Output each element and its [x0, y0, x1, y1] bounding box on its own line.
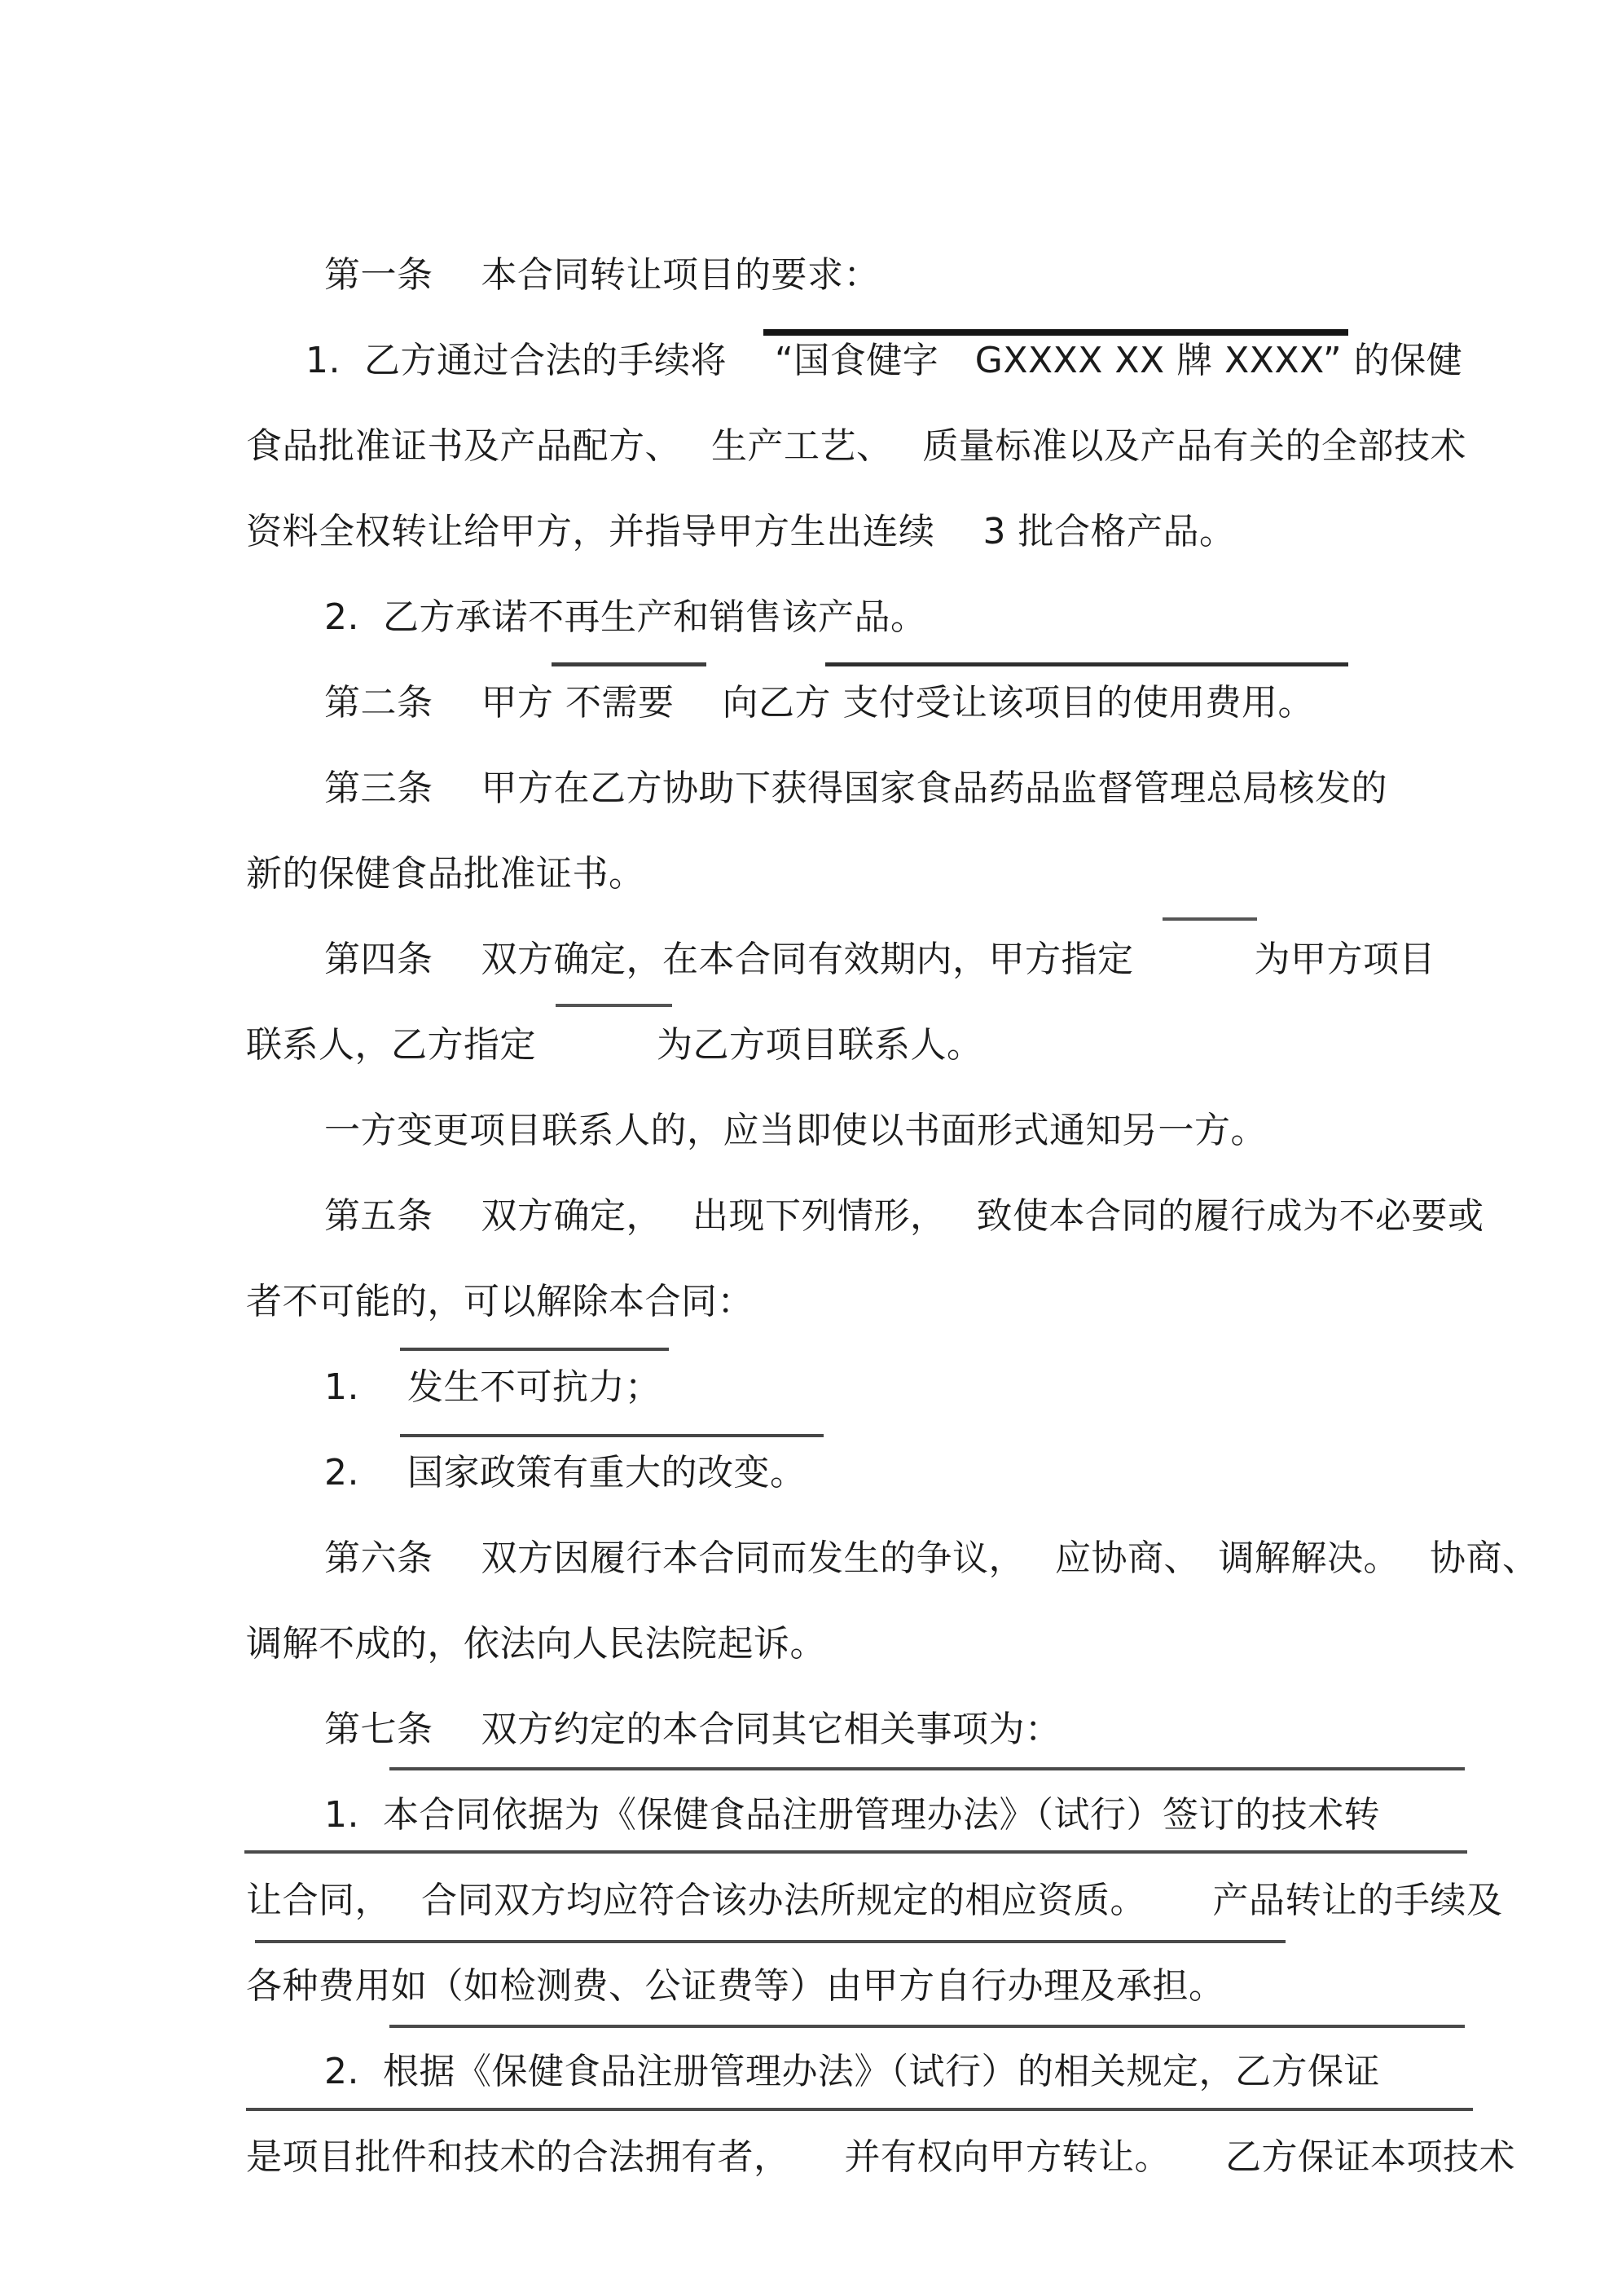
text-line-8: 新的保健食品批准证书。 — [246, 853, 645, 895]
underline-rule-2 — [552, 662, 706, 666]
text-line-4: 资料全权转让给甲方，并指导甲方生出连续 3 批合格产品。 — [246, 511, 1236, 552]
underline-rule-11 — [389, 2025, 1465, 2028]
underline-rule-6 — [400, 1348, 669, 1351]
underline-rule-7 — [400, 1434, 824, 1437]
underline-rule-3 — [825, 662, 1348, 666]
text-line-5: 2. 乙方承诺不再生产和销售该产品。 — [324, 596, 927, 638]
text-line-3: 食品批准证书及产品配方、 生产工艺、 质量标准以及产品有关的全部技术 — [246, 425, 1466, 467]
text-line-15: 2. 国家政策有重大的改变。 — [324, 1452, 807, 1493]
underline-rule-10 — [255, 1940, 1286, 1943]
underline-rule-5 — [556, 1004, 672, 1007]
text-line-13: 者不可能的，可以解除本合同： — [246, 1281, 754, 1322]
text-line-6: 第二条 甲方 不需要 向乙方 支付受让该项目的使用费用。 — [324, 682, 1314, 724]
text-line-1: 第一条 本合同转让项目的要求： — [324, 254, 880, 296]
text-line-14: 1. 发生不可抗力； — [324, 1366, 662, 1408]
underline-rule-8 — [389, 1767, 1465, 1770]
text-line-10: 联系人，乙方指定 为乙方项目联系人。 — [246, 1024, 983, 1066]
underline-rule-1 — [763, 329, 1348, 336]
underline-rule-12 — [246, 2108, 1473, 2111]
text-line-22: 2. 根据《保健食品注册管理办法》（试行）的相关规定，乙方保证 — [324, 2051, 1380, 2092]
text-line-19: 1. 本合同依据为《保健食品注册管理办法》（试行）签订的技术转 — [324, 1794, 1380, 1836]
underline-rule-4 — [1163, 917, 1257, 921]
text-line-9: 第四条 双方确定，在本合同有效期内，甲方指定 为甲方项目 — [324, 939, 1435, 980]
text-line-12: 第五条 双方确定， 出现下列情形， 致使本合同的履行成为不必要或 — [324, 1195, 1484, 1237]
underline-rule-9 — [244, 1850, 1467, 1854]
text-line-16: 第六条 双方因履行本合同而发生的争议， 应协商、 调解解决。 协商、 — [324, 1537, 1539, 1579]
text-line-18: 第七条 双方约定的本合同其它相关事项为： — [324, 1709, 1062, 1750]
text-line-17: 调解不成的，依法向人民法院起诉。 — [246, 1623, 826, 1665]
text-line-11: 一方变更项目联系人的，应当即使以书面形式通知另一方。 — [324, 1110, 1267, 1151]
text-line-20: 让合同， 合同双方均应符合该办法所规定的相应资质。 产品转让的手续及 — [246, 1880, 1503, 1921]
text-line-2: 1. 乙方通过合法的手续将 “国食健字 GXXXX XX 牌 XXXX” 的保健 — [305, 340, 1463, 381]
text-line-21: 各种费用如（如检测费、公证费等）由甲方自行办理及承担。 — [246, 1965, 1225, 2007]
text-line-23: 是项目批件和技术的合法拥有者， 并有权向甲方转让。 乙方保证本项技术 — [246, 2136, 1515, 2178]
text-line-7: 第三条 甲方在乙方协助下获得国家食品药品监督管理总局核发的 — [324, 768, 1387, 809]
